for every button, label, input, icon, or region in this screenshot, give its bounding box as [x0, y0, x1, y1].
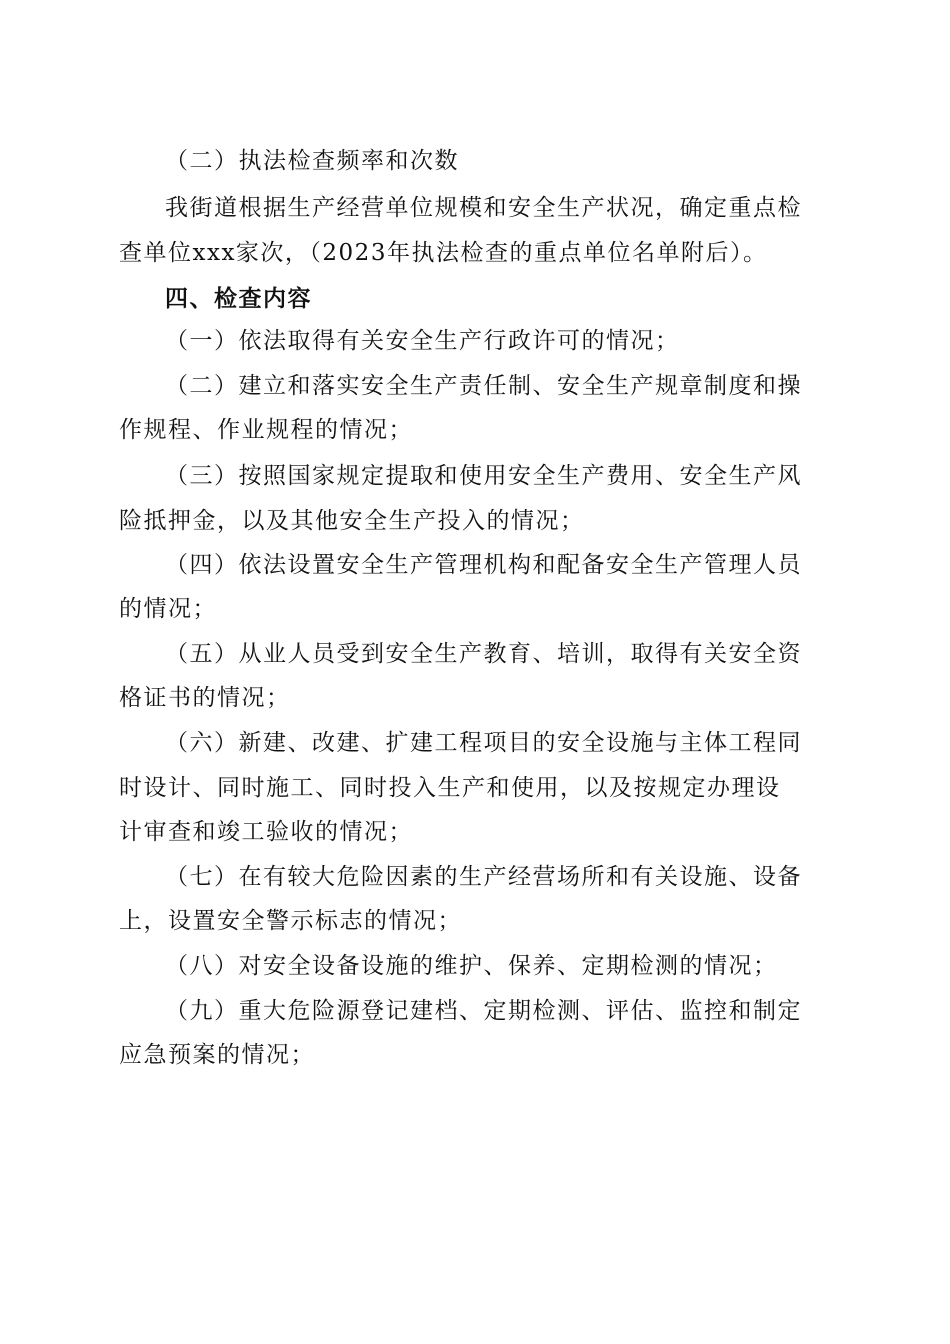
- paragraph-line: 我街道根据生产经营单位规模和安全生产状况，确定重点检: [165, 195, 802, 221]
- list-item-line: （九）重大危险源登记建档、定期检测、评估、监控和制定: [165, 998, 802, 1024]
- paragraph-line: 查单位xxx家次，（2023年执法检查的重点单位名单附后）。: [119, 240, 768, 266]
- list-item-line: （三）按照国家规定提取和使用安全生产费用、安全生产风: [165, 463, 802, 489]
- list-item-line: （四）依法设置安全生产管理机构和配备安全生产管理人员: [165, 552, 802, 578]
- list-item-line: 计审查和竣工验收的情况；: [119, 819, 413, 845]
- list-item-line: 应急预案的情况；: [119, 1042, 315, 1068]
- list-item-line: （二）建立和落实安全生产责任制、安全生产规章制度和操: [165, 373, 802, 399]
- list-item-line: （一）依法取得有关安全生产行政许可的情况；: [165, 328, 680, 354]
- list-item-line: （七）在有较大危险因素的生产经营场所和有关设施、设备: [165, 864, 802, 890]
- list-item-line: （五）从业人员受到安全生产教育、培训，取得有关安全资: [165, 641, 802, 667]
- list-item-line: 作规程、作业规程的情况；: [119, 417, 413, 443]
- list-item-line: （六）新建、改建、扩建工程项目的安全设施与主体工程同: [165, 730, 802, 756]
- list-item-line: 时设计、同时施工、同时投入生产和使用，以及按规定办理设: [119, 775, 781, 801]
- section-heading-inspection-content: 四、检查内容: [165, 286, 312, 312]
- list-item-line: 格证书的情况；: [119, 685, 291, 711]
- list-item-line: 上，设置安全警示标志的情况；: [119, 908, 462, 934]
- subheading-inspection-frequency: （二）执法检查频率和次数: [165, 148, 459, 174]
- list-item-line: 的情况；: [119, 596, 217, 622]
- list-item-line: （八）对安全设备设施的维护、保养、定期检测的情况；: [165, 953, 778, 979]
- list-item-line: 险抵押金，以及其他安全生产投入的情况；: [119, 508, 585, 534]
